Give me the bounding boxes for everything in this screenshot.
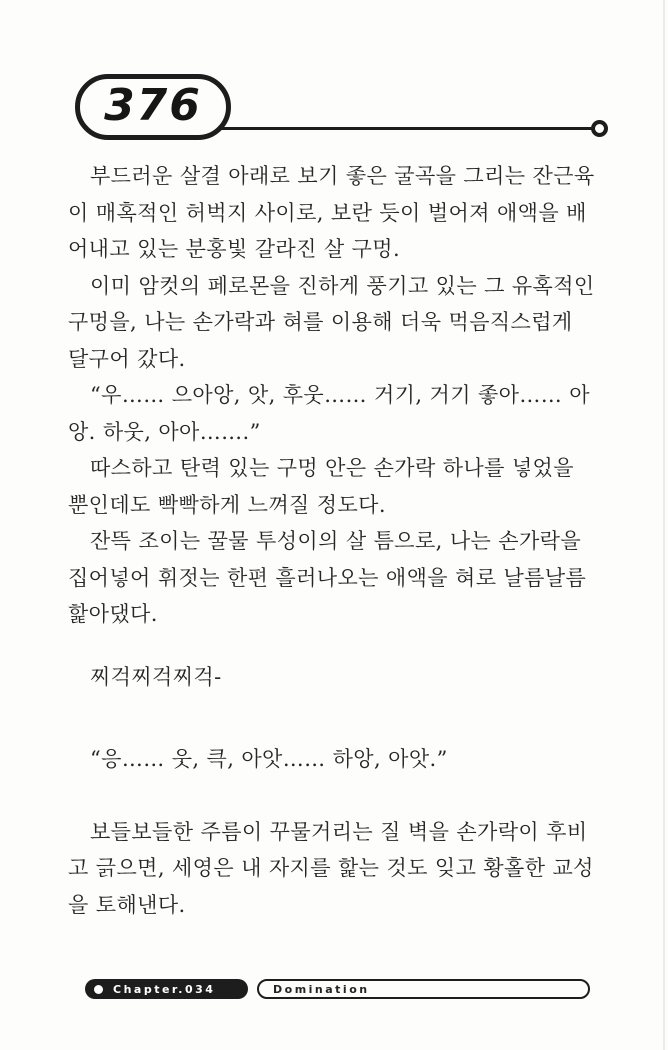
book-title: Domination <box>273 982 370 996</box>
page-number: 376 <box>104 79 202 131</box>
paragraph: 보들보들한 주름이 꾸물거리는 질 벽을 손가락이 후비고 긁으면, 세영은 내 자지를 핥는 것도 잊고 황홀한 교성을 토해낸다. <box>68 819 594 917</box>
page-number-badge <box>75 74 231 140</box>
bullet-dot-icon <box>94 985 103 994</box>
chapter-label: Chapter.034 <box>113 982 216 996</box>
dialogue-line: “응…… 웃, 큭, 아앗…… 하앙, 아앗.” <box>90 747 448 771</box>
book-title-badge <box>257 979 590 999</box>
chapter-badge <box>85 979 248 999</box>
header-rule-line <box>221 127 595 130</box>
paragraph: 잔뜩 조이는 꿀물 투성이의 살 틈으로, 나는 손가락을 집어넣어 휘젓는 한편 흘러나오는 애액을 혀로 날름날름 핥아댔다. <box>68 529 587 626</box>
paragraph: 부드러운 살결 아래로 보기 좋은 굴곡을 그리는 잔근육이 매혹적인 허벅지 사이로, 보란 듯이 벌어져 애액을 배어내고 있는 분홍빛 갈라진 살 구멍. <box>68 164 595 261</box>
paragraph: 이미 암컷의 페로몬을 진하게 풍기고 있는 그 유혹적인 구멍을, 나는 손가락과 혀를 이용해 더욱 먹음직스럽게 달구어 갔다. <box>68 273 595 371</box>
sound-effect-line: 찌걱찌걱찌걱- <box>90 664 222 689</box>
page-footer <box>0 979 668 1001</box>
scan-edge-artifact <box>663 0 665 1050</box>
page-text-block <box>68 158 596 923</box>
dialogue-line: “우…… 으아앙, 앗, 후웃…… 거기, 거기 좋아…… 아앙. 하웃, 아아…….” <box>68 383 590 444</box>
paragraph: 따스하고 탄력 있는 구멍 안은 손가락 하나를 넣었을 뿐인데도 빡빡하게 느껴질 정도다. <box>68 456 574 517</box>
